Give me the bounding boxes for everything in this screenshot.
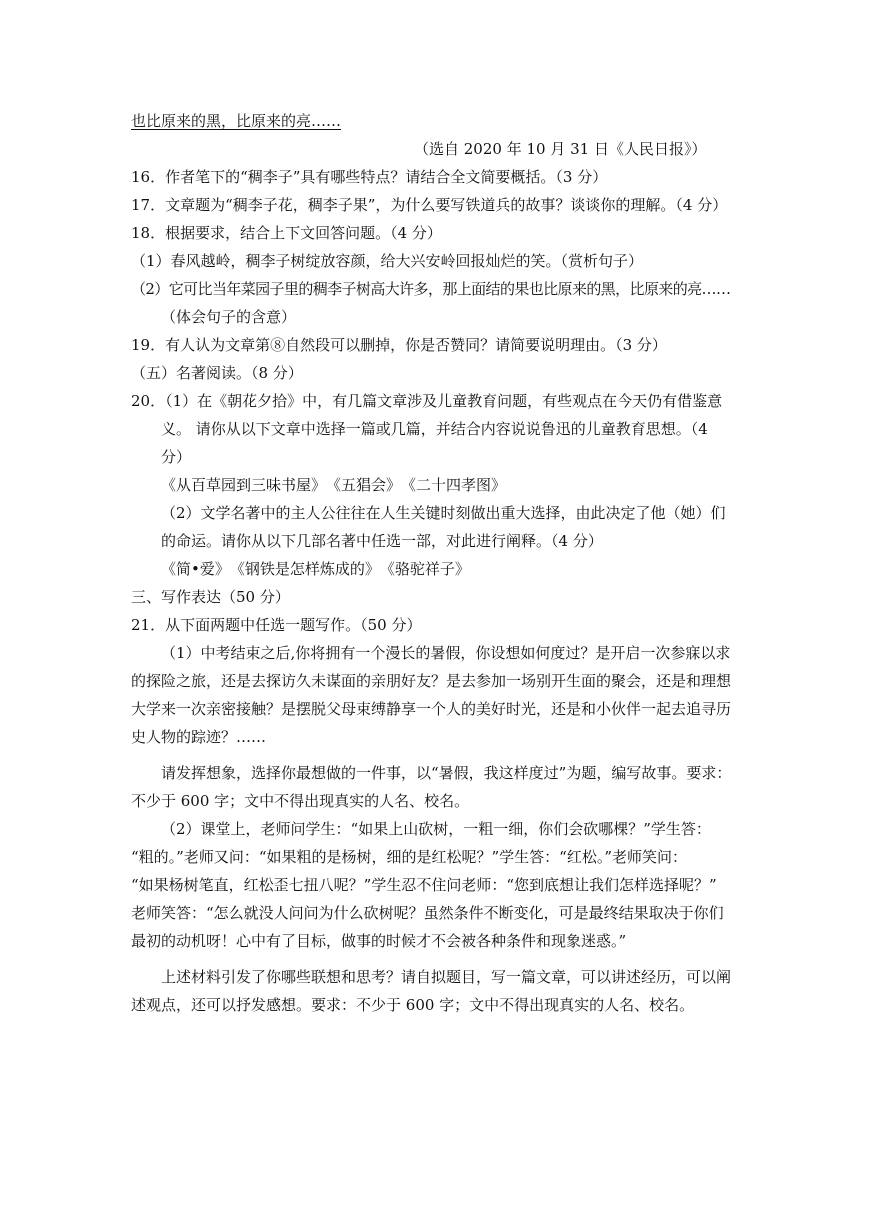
question-20-part-2: （2）文学名著中的主人公往往在人生关键时刻做出重大选择，由此决定了他（她）们 <box>161 504 726 522</box>
question-18-part-2-note: （体会句子的含意） <box>161 308 297 326</box>
prompt-2-requirement-line-2: 述观点，还可以抒发感想。要求：不少于 600 字；文中不得出现真实的人名、校名。 <box>131 996 695 1014</box>
prompt-2-line-1: （2）课堂上，老师问学生：“如果上山砍树，一粗一细，你们会砍哪棵？”学生答： <box>161 820 711 838</box>
prompt-1-requirement: 请发挥想象，选择你最想做的一件事，以“暑假，我这样度过”为题，编写故事。要求： <box>161 764 732 782</box>
question-18-part-2: （2）它可比当年菜园子里的稠李子树高大许多，那上面结的果也比原来的黑，比原来的亮…… <box>131 280 731 298</box>
question-19: 19．有人认为文章第⑧自然段可以删掉，你是否赞同？请简要说明理由。（3 分） <box>131 336 667 354</box>
question-20-book-list-1: 《从百草园到三味书屋》 《五猖会》 《二十四孝图》 <box>161 476 507 494</box>
prompt-1-line-2: 的探险之旅，还是去探访久未谋面的亲朋好友？是去参加一场别开生面的聚会，还是和理想 <box>131 672 732 690</box>
question-16: 16．作者笔下的“稠李子”具有哪些特点？请结合全文简要概括。（3 分） <box>131 168 608 186</box>
section-3-heading: 三、写作表达（50 分） <box>131 588 290 606</box>
question-20-part-1-line-3: 分） <box>161 448 192 466</box>
question-21: 21．从下面两题中任选一题写作。（50 分） <box>131 616 422 634</box>
prompt-2-line-5: 最初的动机呀！心中有了目标，做事的时候才不会被各种条件和现象迷惑。” <box>131 932 627 950</box>
prompt-1-line-4: 史人物的踪迹？…… <box>131 728 267 746</box>
question-17: 17．文章题为“稠李子花，稠李子果”，为什么要写铁道兵的故事？谈谈你的理解。（4 分） <box>131 196 728 214</box>
question-18-part-1: （1）春风越岭，稠李子树绽放容颜，给大兴安岭回报灿烂的笑。（赏析句子） <box>131 252 644 270</box>
question-18: 18．根据要求，结合上下文回答问题。（4 分） <box>131 224 442 242</box>
question-20-book-list-2: 《简•爱》 《钢铁是怎样炼成的》 《骆驼祥子》 <box>161 560 470 578</box>
prompt-2-requirement: 上述材料引发了你哪些联想和思考？请自拟题目，写一篇文章，可以讲述经历，可以阐 <box>161 968 732 986</box>
section-5-heading: （五）名著阅读。（8 分） <box>131 364 303 382</box>
prompt-2-line-4: 老师笑答：“怎么就没人问问为什么砍树呢？虽然条件不断变化，可是最终结果取决于你们 <box>131 904 724 922</box>
question-20-part-1-line-2: 义。 请你从以下文章中选择一篇或几篇，并结合内容说说鲁迅的儿童教育思想。（4 <box>161 420 708 438</box>
question-20-part-2-line-2: 的命运。请你从以下几部名著中任选一部，对此进行阐释。（4 分） <box>161 532 603 550</box>
prompt-2-line-2: “粗的。”老师又问：“如果粗的是杨树，细的是红松呢？”学生答：“红松。”老师笑问： <box>131 848 688 866</box>
continued-text-line: 也比原来的黑，比原来的亮…… <box>131 112 342 130</box>
prompt-2-line-3: “如果杨树笔直，红松歪七扭八呢？”学生忍不住问老师：“您到底想让我们怎样选择呢？” <box>131 876 717 894</box>
prompt-1-line-3: 大学来一次亲密接触？是摆脱父母束缚静享一个人的美好时光，还是和小伙伴一起去追寻历 <box>131 700 732 718</box>
prompt-1-requirement-line-2: 不少于 600 字；文中不得出现真实的人名、校名。 <box>131 792 470 810</box>
source-citation: （选自 2020 年 10 月 31 日《人民日报》） <box>414 140 707 158</box>
question-20-part-1: 20．（1）在《朝花夕拾》中，有几篇文章涉及儿童教育问题，有些观点在今天仍有借鉴意 <box>131 392 723 410</box>
prompt-1-line-1: （1）中考结束之后,你将拥有一个漫长的暑假，你设想如何度过？是开启一次参寐以求 <box>161 644 731 662</box>
